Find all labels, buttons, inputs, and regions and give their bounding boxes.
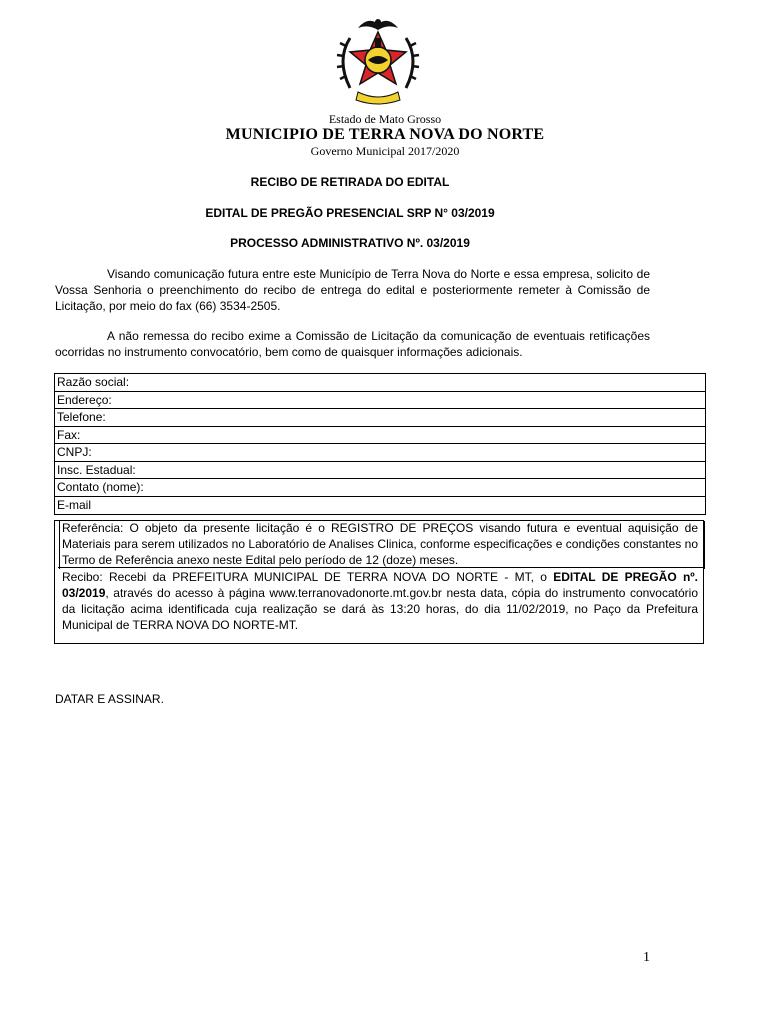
receipt-text — [62, 569, 698, 633]
intro-paragraph-text: Visando comunicação futura entre este Município de Terra Nova do Norte e essa empresa, solicito de Vossa Senhoria o preenchimento do recibo de entrega do edital e posteriormente remeter à Comissão de Licitação, por meio do fax (66) 3534-2505. — [55, 267, 650, 313]
form-row-endereco[interactable]: Endereço: — [55, 392, 705, 410]
form-row-fax[interactable]: Fax: — [55, 427, 705, 445]
notice-paragraph — [55, 328, 650, 360]
notice-paragraph-text: A não remessa do recibo exime a Comissão de Licitação da comunicação de eventuais retificações ocorridas no instrumento convocatório, bem como de quaisquer informações adicionais. — [55, 329, 650, 359]
receipt-title: RECIBO DE RETIRADA DO EDITAL — [250, 175, 450, 189]
form-row-contato[interactable]: Contato (nome): — [55, 479, 705, 497]
receipt-text-start: Recibo: Recebi da PREFEITURA MUNICIPAL DE TERRA NOVA DO NORTE - MT, o — [62, 570, 554, 584]
edital-title: EDITAL DE PREGÃO PRESENCIAL SRP N° 03/2019 — [205, 206, 495, 220]
form-row-email[interactable]: E-mail — [57, 497, 92, 512]
receipt-text-end: , através do acesso à página www.terranovadonorte.mt.gov.br nesta data, cópia do instrumento convocatório da licitação acima identificada cuja realização se dará às 13:20 horas, do dia 11/02/2019, no Paço da Prefeitura Municipal de TERRA NOVA DO NORTE-MT. — [62, 586, 698, 632]
coat-of-arms-icon — [328, 10, 428, 108]
reference-divider — [58, 567, 704, 568]
form-row-insc-estadual[interactable]: Insc. Estadual: — [55, 462, 705, 480]
form-row-telefone[interactable]: Telefone: — [55, 409, 705, 427]
government-period: Governo Municipal 2017/2020 — [310, 144, 460, 158]
sign-instruction: DATAR E ASSINAR. — [55, 692, 164, 706]
process-title: PROCESSO ADMINISTRATIVO Nº. 03/2019 — [230, 236, 470, 250]
state-name: Estado de Mato Grosso — [328, 112, 442, 126]
intro-paragraph — [55, 266, 650, 314]
municipality-name: MUNICIPIO DE TERRA NOVA DO NORTE — [225, 126, 545, 143]
page-number: 1 — [643, 950, 650, 965]
reference-text: Referência: O objeto da presente licitação é o REGISTRO DE PREÇOS visando futura e eventual aquisição de Materiais para serem utilizados no Laboratório de Analises Clinica, conforme especificações e condições constantes no Termo de Referência anexo neste Edital pelo período de 12 (doze) meses. — [62, 521, 698, 567]
receipt-edital-ref: EDITAL DE PREGÃO nº. 03/2019 — [62, 570, 698, 600]
form-row-cnpj[interactable]: CNPJ: — [55, 444, 705, 462]
company-info-form — [54, 373, 706, 515]
form-row-razao-social[interactable]: Razão social: — [55, 374, 705, 392]
